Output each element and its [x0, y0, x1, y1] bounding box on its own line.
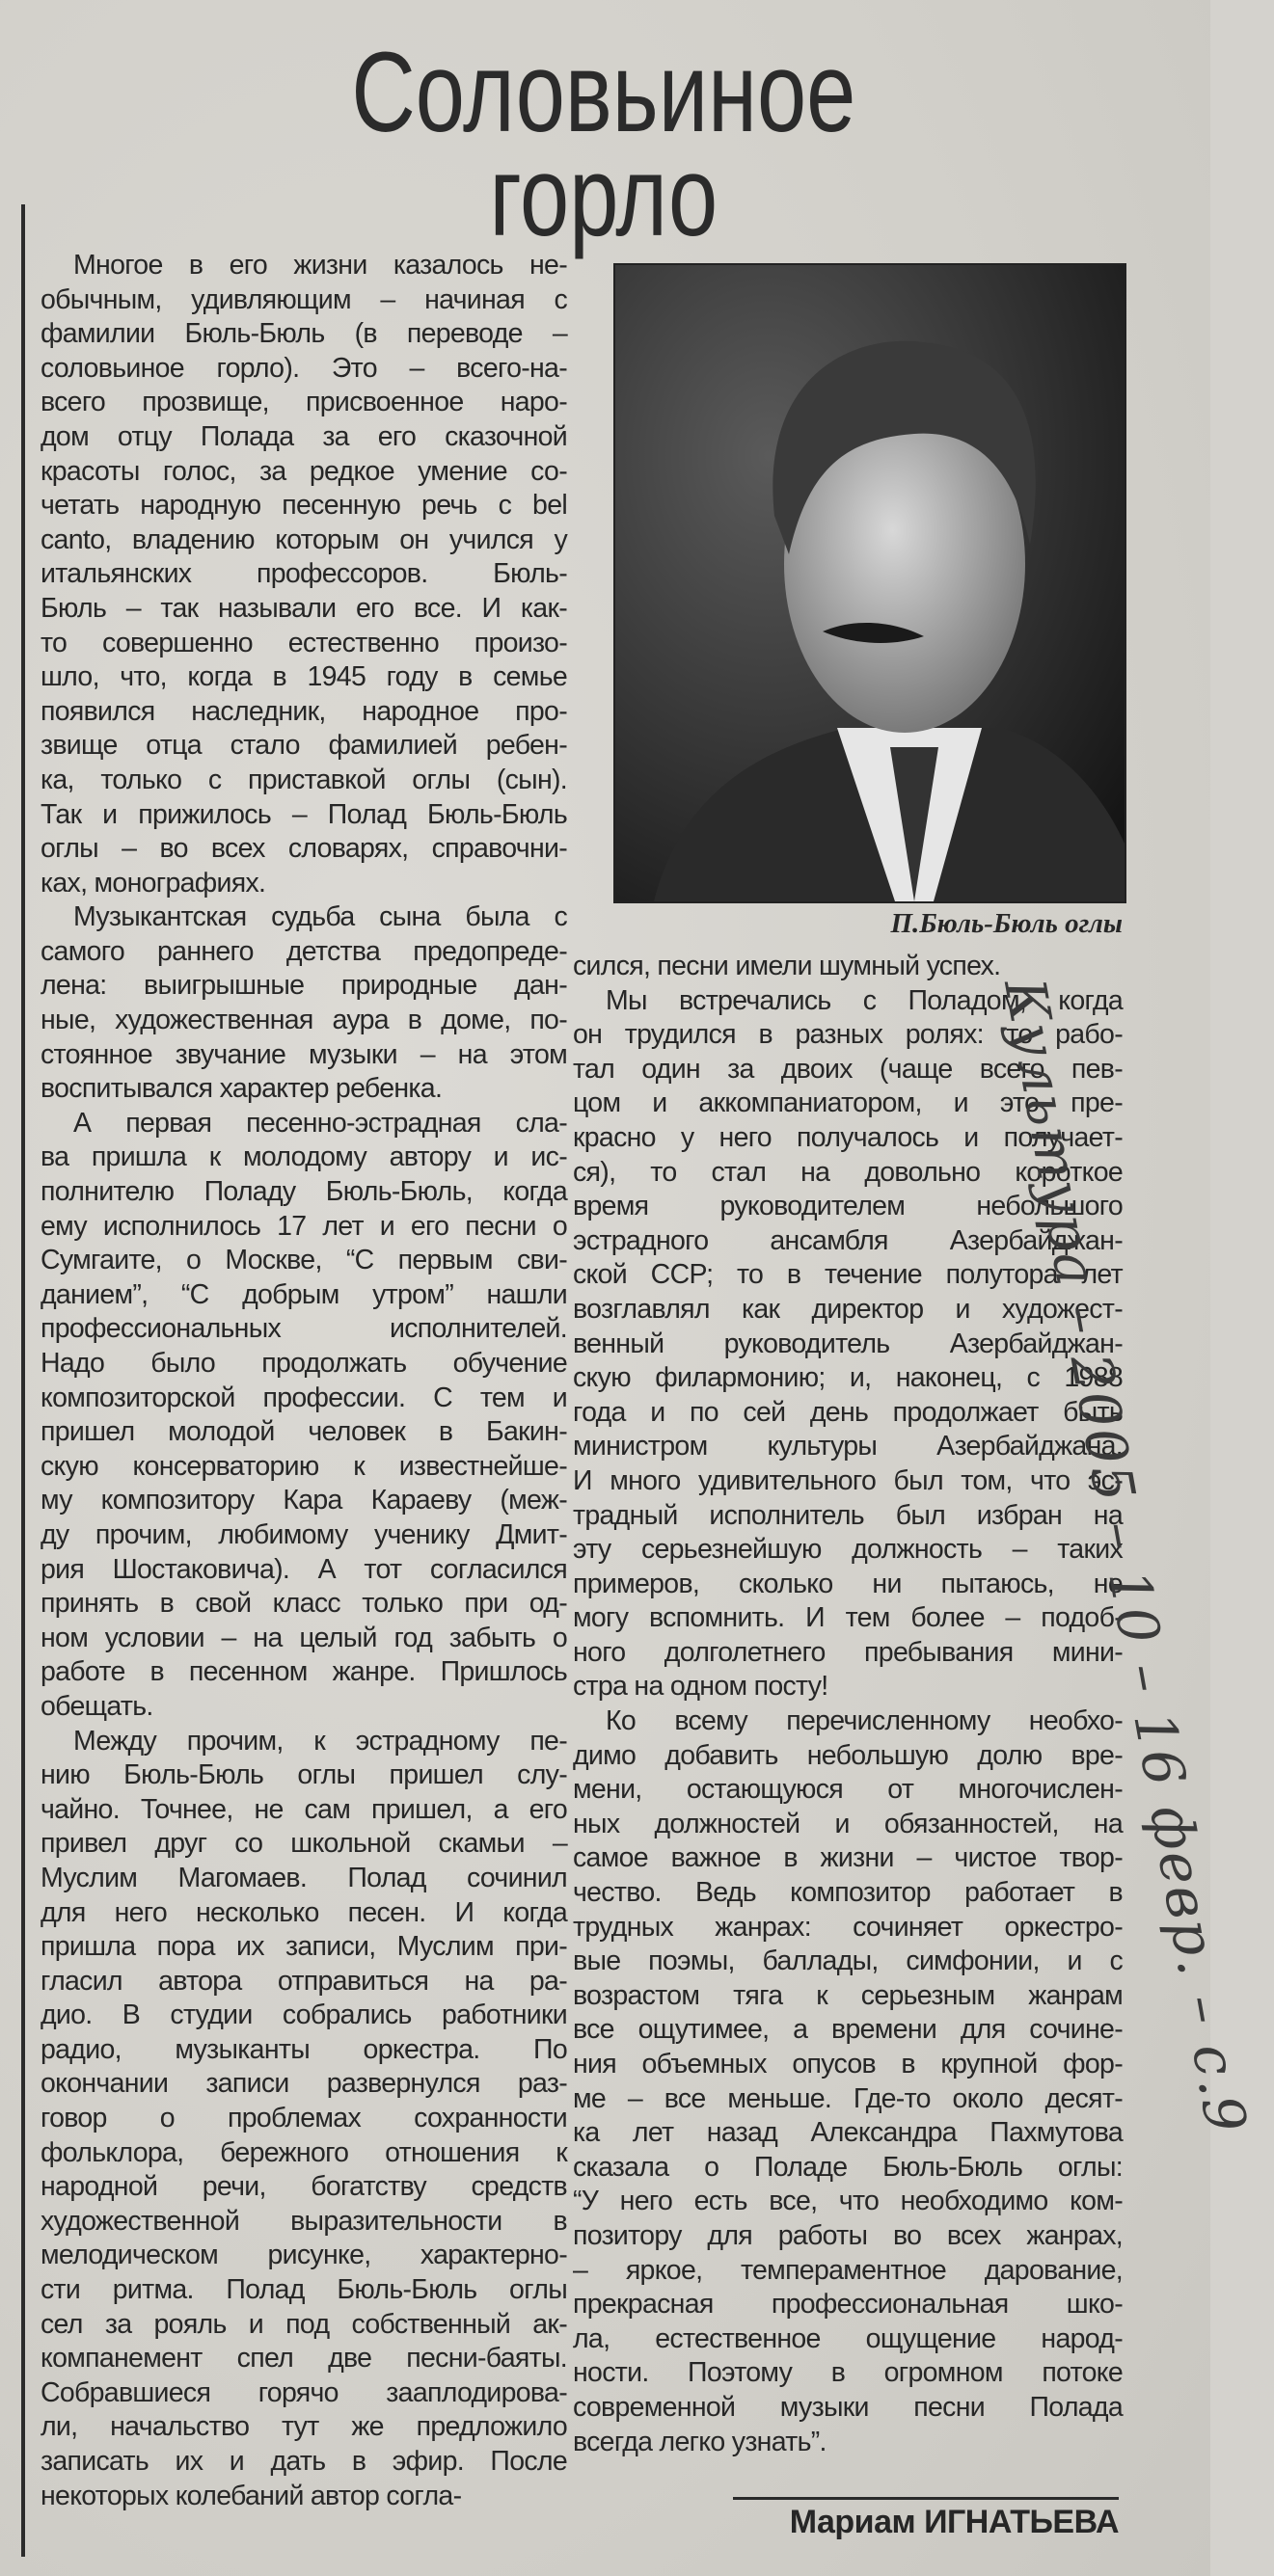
- text-line: обычным, удивляющим – начиная с: [41, 283, 567, 315]
- text-line: Муслим Магомаев. Полад сочинил: [41, 1862, 567, 1893]
- text-line: тал один за двоих (чаще всего пев-: [573, 1053, 1123, 1085]
- text-line: чайно. Точнее, не сам пришел, а его: [41, 1793, 567, 1825]
- photo-caption: П.Бюль-Бюль оглы: [890, 908, 1123, 939]
- text-line: четать народную песенную речь с bel: [41, 490, 567, 522]
- text-line: Сумгаите, о Москве, “С первым сви-: [41, 1245, 567, 1276]
- text-line: ка, только с приставкой оглы (сын).: [41, 764, 567, 795]
- text-line: canto, владению которым он учился у: [41, 523, 567, 555]
- text-line: Собравшиеся горячо зааплодирова-: [41, 2376, 567, 2408]
- author-byline: Мариам ИГНАТЬЕВА: [733, 2497, 1119, 2541]
- text-line: Ко всему перечисленному необхо-: [606, 1705, 1123, 1737]
- text-line: народной речи, богатству средств: [41, 2171, 567, 2203]
- text-line: пришла пора их записи, Муслим при-: [41, 1931, 567, 1963]
- text-line: появился наследник, народное про-: [41, 695, 567, 727]
- text-line: мелодическом рисунке, характерно-: [41, 2240, 567, 2271]
- text-line: возглавлял как директор и художест-: [573, 1293, 1123, 1325]
- text-line: прекрасная профессиональная шко-: [573, 2289, 1123, 2321]
- text-line: сказала о Поладе Бюль-Бюль оглы:: [573, 2151, 1123, 2183]
- text-line: обещать.: [41, 1690, 153, 1722]
- text-line: скую филармонию; и, наконец, с 1988: [573, 1362, 1123, 1394]
- text-line: композиторской профессии. С тем и: [41, 1382, 567, 1413]
- text-line: говор о проблемах сохранности: [41, 2103, 567, 2134]
- text-line: трудных жанрах: сочиняет оркестро-: [573, 1911, 1123, 1943]
- text-line: Многое в его жизни казалось не-: [73, 250, 567, 281]
- text-line: дом отцу Полада за его сказочной: [41, 420, 567, 452]
- text-line: всего прозвище, присвоенное наро-: [41, 387, 567, 418]
- handwritten-note: Культура – 2005 – 10 – 16 февр. – с.9: [991, 974, 1260, 2139]
- text-line: фольклора, бережного отношения к: [41, 2136, 567, 2168]
- text-line: шло, что, когда в 1945 году в семье: [41, 661, 567, 693]
- text-line: гласил автора отправиться на ра-: [41, 1965, 567, 1997]
- text-line: Между прочим, к эстрадному пе-: [73, 1725, 567, 1757]
- text-line: ных должностей и обязанностей, на: [573, 1808, 1123, 1839]
- text-line: венный руководитель Азербайджан-: [573, 1328, 1123, 1359]
- text-line: радио, музыканты оркестра. По: [41, 2033, 567, 2065]
- portrait-image: [615, 265, 1125, 901]
- text-line: могу вспомнить. И тем более – подоб-: [573, 1602, 1123, 1634]
- column-rule: [21, 204, 25, 2557]
- text-line: фамилии Бюль-Бюль (в переводе –: [41, 318, 567, 350]
- text-line: ся), то стал на довольно короткое: [573, 1156, 1123, 1188]
- text-line: воспитывался характер ребенка.: [41, 1073, 443, 1105]
- text-line: ках, монографиях.: [41, 867, 266, 899]
- headline-line-2: горло: [489, 133, 718, 260]
- text-line: все ощутимее, а времени для сочине-: [573, 2014, 1123, 2046]
- text-line: вые поэмы, баллады, симфонии, и с: [573, 1945, 1123, 1977]
- text-line: итальянских профессоров. Бюль-: [41, 558, 567, 590]
- text-line: ли, начальство тут же предложило: [41, 2411, 567, 2443]
- text-line: традный исполнитель был избран на: [573, 1499, 1123, 1531]
- headline-line-1: Соловьиное: [351, 29, 856, 156]
- text-line: пришел молодой человек в Бакин-: [41, 1416, 567, 1448]
- text-line: то совершенно естественно произо-: [41, 627, 567, 658]
- text-line: работе в песенном жанре. Пришлось: [41, 1656, 567, 1688]
- text-line: привел друг со школьной скамьи –: [41, 1828, 567, 1860]
- text-line: компанемент спел две песни-баяты.: [41, 2343, 567, 2375]
- text-line: профессиональных исполнителей.: [41, 1313, 567, 1345]
- text-line: художественной выразительности в: [41, 2205, 567, 2237]
- text-line: ности. Поэтому в огромном потоке: [573, 2357, 1123, 2389]
- text-line: ва пришла к молодому автору и ис-: [41, 1141, 567, 1173]
- text-line: А первая песенно-эстрадная сла-: [73, 1107, 567, 1139]
- text-line: И много удивительного был том, что эс-: [573, 1464, 1123, 1496]
- text-line: ской ССР; то в течение полутора лет: [573, 1259, 1123, 1291]
- text-line: самого раннего детства предопреде-: [41, 935, 567, 967]
- text-line: некоторых колебаний автор согла-: [41, 2480, 462, 2511]
- portrait-photo: [613, 263, 1126, 903]
- text-line: примеров, сколько ни пытаюсь, не: [573, 1568, 1123, 1599]
- text-line: нию Бюль-Бюль оглы пришел слу-: [41, 1759, 567, 1791]
- text-line: возрастом тяга к серьезным жанрам: [573, 1979, 1123, 2011]
- text-line: лена: выигрышные природные дан-: [41, 970, 567, 1002]
- text-line: стра на одном посту!: [573, 1671, 828, 1703]
- text-line: эстрадного ансамбля Азербайджан-: [573, 1224, 1123, 1256]
- text-line: Бюль – так называли его все. И как-: [41, 592, 567, 624]
- text-line: ния объемных опусов в крупной фор-: [573, 2049, 1123, 2080]
- text-line: Музыкантская судьба сына была с: [73, 901, 567, 933]
- text-line: сел за рояль и под собственный ак-: [41, 2308, 567, 2340]
- text-line: скую консерваторию к известнейше-: [41, 1450, 567, 1482]
- text-line: ме – все меньше. Где-то около десят-: [573, 2082, 1123, 2114]
- text-line: Так и прижилось – Полад Бюль-Бюль: [41, 798, 567, 830]
- text-line: красно у него получалось и получает-: [573, 1121, 1123, 1153]
- text-line: димо добавить небольшую долю вре-: [573, 1739, 1123, 1771]
- text-line: цом и аккомпаниатором, и это пре-: [573, 1087, 1123, 1119]
- text-line: сился, песни имели шумный успех.: [573, 951, 1001, 981]
- text-line: окончании записи развернулся раз-: [41, 2068, 567, 2100]
- text-line: сти ритма. Полад Бюль-Бюль оглы: [41, 2274, 567, 2306]
- text-line: современной музыки песни Полада: [573, 2391, 1123, 2423]
- text-line: полнителю Поладу Бюль-Бюль, когда: [41, 1176, 567, 1208]
- text-line: он трудился в разных ролях: то рабо-: [573, 1019, 1123, 1051]
- text-line: ном условии – на целый год забыть о: [41, 1622, 567, 1653]
- text-line: данием”, “С добрым утром” нашли: [41, 1278, 567, 1310]
- text-line: года и по сей день продолжает быть: [573, 1396, 1123, 1428]
- article-column-1: [41, 249, 567, 2513]
- text-line: самое важное в жизни – чистое твор-: [573, 1842, 1123, 1874]
- text-line: всегда легко узнать”.: [573, 2426, 827, 2457]
- text-line: ла, естественное ощущение народ-: [573, 2322, 1123, 2354]
- text-line: чество. Ведь композитор работает в: [573, 1877, 1123, 1909]
- text-line: Мы встречались с Поладом, когда: [606, 984, 1123, 1016]
- text-line: министром культуры Азербайджана.: [573, 1431, 1123, 1462]
- text-line: соловьиное горло). Это – всего-на-: [41, 352, 567, 384]
- text-line: дио. В студии собрались работники: [41, 1999, 567, 2031]
- text-line: принять в свой класс только при од-: [41, 1588, 567, 1620]
- text-line: красоты голос, за редкое умение со-: [41, 455, 567, 487]
- text-line: ного долголетнего пребывания мини-: [573, 1636, 1123, 1668]
- text-line: позитору для работы во всех жанрах,: [573, 2219, 1123, 2251]
- text-line: для него несколько песен. И когда: [41, 1896, 567, 1928]
- text-line: мени, остающуюся от многочислен-: [573, 1774, 1123, 1806]
- text-line: оглы – во всех словарях, справочни-: [41, 833, 567, 865]
- text-line: стоянное звучание музыки – на этом: [41, 1038, 567, 1070]
- text-line: – яркое, темпераментное дарование,: [573, 2254, 1123, 2286]
- text-line: записать их и дать в эфир. После: [41, 2446, 567, 2477]
- text-line: ему исполнилось 17 лет и его песни о: [41, 1210, 567, 1242]
- text-line: время руководителем небольшого: [573, 1191, 1123, 1222]
- text-line: эту серьезнейшую должность – таких: [573, 1534, 1123, 1566]
- text-line: ка лет назад Александра Пахмутова: [573, 2117, 1123, 2149]
- text-line: рия Шостаковича). А тот согласился: [41, 1553, 567, 1585]
- text-line: му композитору Кара Караеву (меж-: [41, 1485, 567, 1516]
- text-line: ные, художественная аура в доме, по-: [41, 1005, 567, 1036]
- text-line: звище отца стало фамилией ребен-: [41, 730, 567, 762]
- text-line: “У него есть все, что необходимо ком-: [573, 2186, 1123, 2217]
- text-line: ду прочим, любимому ученику Дмит-: [41, 1518, 567, 1550]
- text-line: Надо было продолжать обучение: [41, 1348, 567, 1379]
